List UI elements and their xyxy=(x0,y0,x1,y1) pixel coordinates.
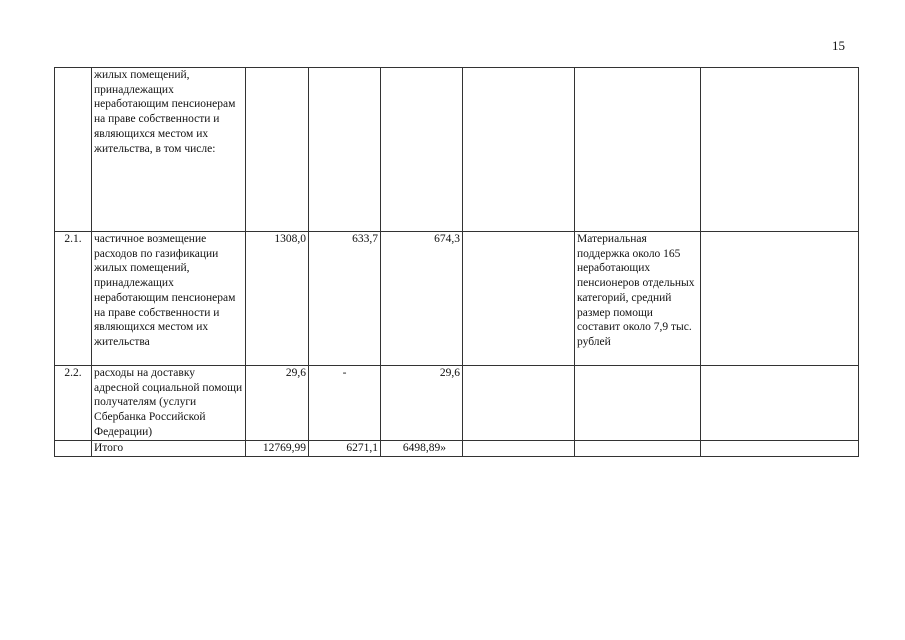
row-col4 xyxy=(463,441,575,457)
row-total: 29,6 xyxy=(246,366,309,441)
row-col6 xyxy=(701,68,859,232)
row-col6 xyxy=(701,232,859,366)
row-col2 xyxy=(309,68,381,232)
row-col4 xyxy=(463,366,575,441)
row-col3: 674,3 xyxy=(381,232,463,366)
row-col6 xyxy=(701,366,859,441)
budget-table xyxy=(54,67,859,457)
row-note xyxy=(575,441,701,457)
row-col4 xyxy=(463,68,575,232)
row-description: частичное возмещение расходов по газификации жилых помещений, принадлежащих неработающим пенсионерам на праве собственности и являющихся местом их жительства xyxy=(92,232,246,366)
row-note xyxy=(575,366,701,441)
row-col2: - xyxy=(309,366,381,441)
row-description: Итого xyxy=(92,441,246,457)
row-col4 xyxy=(463,232,575,366)
row-col2: 6271,1 xyxy=(309,441,381,457)
table-row xyxy=(55,232,859,366)
row-number: 2.2. xyxy=(55,366,92,441)
row-col2: 633,7 xyxy=(309,232,381,366)
row-number: 2.1. xyxy=(55,232,92,366)
row-number xyxy=(55,441,92,457)
row-col3 xyxy=(381,68,463,232)
row-note: Материальная поддержка около 165 неработающих пенсионеров отдельных категорий, средний размер помощи составит около 7,9 тыс. рублей xyxy=(575,232,701,366)
table-row xyxy=(55,68,859,232)
row-total: 1308,0 xyxy=(246,232,309,366)
row-total xyxy=(246,68,309,232)
row-note xyxy=(575,68,701,232)
row-col3: 6498,89» xyxy=(381,441,463,457)
row-col6 xyxy=(701,441,859,457)
row-description: расходы на доставку адресной социальной помощи получателям (услуги Сбербанка Российской Федерации) xyxy=(92,366,246,441)
row-col3: 29,6 xyxy=(381,366,463,441)
page-number: 15 xyxy=(832,38,845,53)
table-row xyxy=(55,366,859,441)
row-description: жилых помещений, принадлежащих неработающим пенсионерам на праве собственности и являющихся местом их жительства, в том числе: xyxy=(92,68,246,232)
row-total: 12769,99 xyxy=(246,441,309,457)
table-row-total xyxy=(55,441,859,457)
row-number xyxy=(55,68,92,232)
